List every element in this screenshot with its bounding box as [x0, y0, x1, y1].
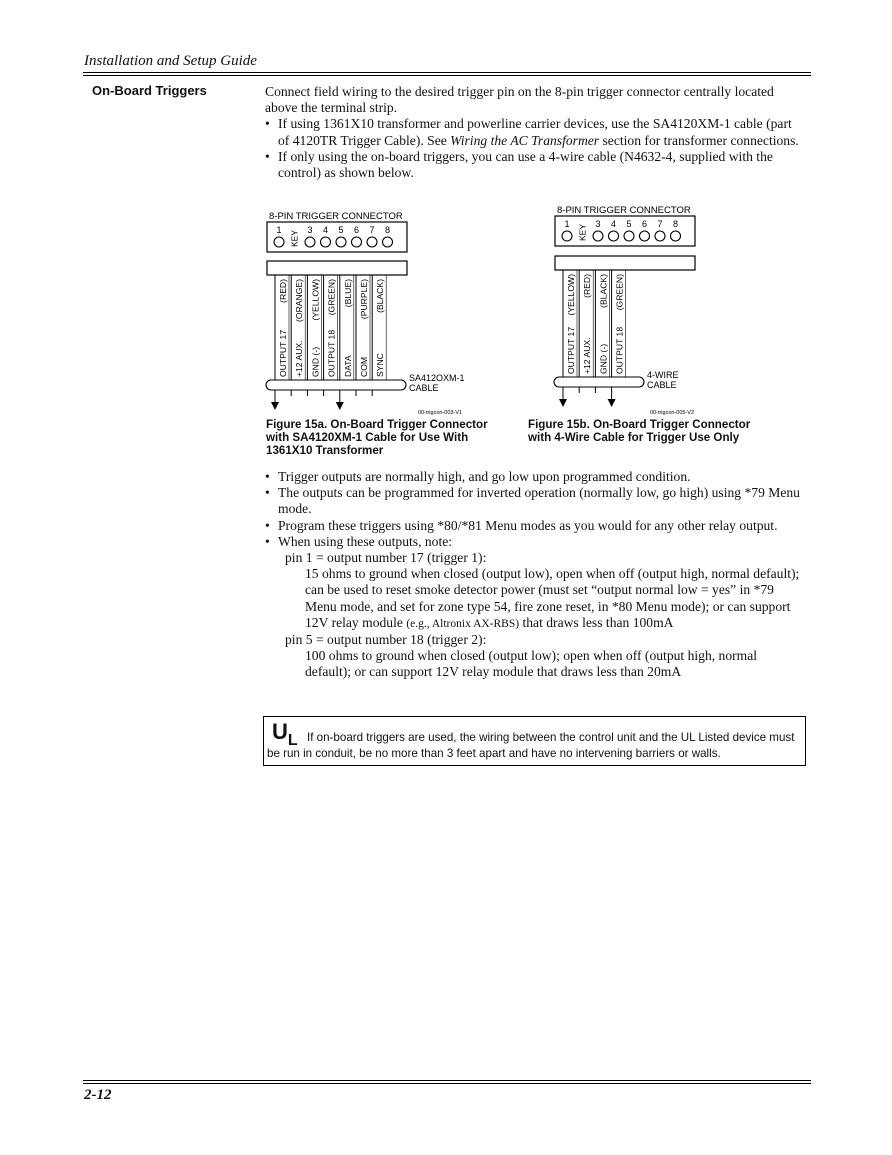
pin-number: 6	[641, 219, 648, 229]
wire-color-label: (ORANGE)	[294, 279, 305, 322]
wire-signal-label: SYNC	[375, 353, 386, 377]
caption-line: Figure 15a. On-Board Trigger Connector	[266, 418, 488, 431]
pin-number: 5	[626, 219, 632, 229]
intro-paragraph: Connect field wiring to the desired trigger pin on the 8-pin trigger connector centrally located above the terminal strip.	[265, 84, 774, 116]
wire-color-label: (GREEN)	[614, 274, 625, 311]
figure-15b-diagram	[554, 205, 695, 416]
caption-line: with 4-Wire Cable for Trigger Use Only	[528, 431, 740, 445]
pin5-heading: pin 5 = output number 18 (trigger 2):	[285, 632, 487, 648]
section-reference: Wiring the AC Transformer	[450, 132, 600, 148]
pin-icon	[671, 231, 681, 241]
connector-label: 8-PIN TRIGGER CONNECTOR	[269, 211, 403, 222]
wire-signal-label: OUTPUT 18	[326, 329, 337, 377]
cable-plug	[555, 256, 695, 270]
intro-block	[265, 84, 805, 181]
list-item: • The outputs can be programmed for inverted operation (normally low, go high) using *79 Menu mode.	[265, 485, 805, 517]
ul-logo-u: U	[272, 719, 288, 744]
notes-bullet-list	[265, 469, 805, 550]
running-header: Installation and Setup Guide	[84, 53, 257, 69]
wire-signal-label: DATA	[342, 355, 353, 377]
pin-icon	[640, 231, 650, 241]
list-item: • Program these triggers using *80/*81 Menu modes as you would for any other relay output.	[265, 518, 805, 534]
pin-number: 5	[338, 225, 344, 235]
header-rule-thin	[83, 75, 811, 76]
figure-reference-code: 00-trigcon-003-V1	[418, 410, 463, 416]
pin5-description: 100 ohms to ground when closed (output low); open when off (output high, normal default); or can support 12V relay module that draws less than 20mA	[305, 648, 758, 680]
wire-signal-label: COM	[359, 356, 369, 377]
cable-plug	[267, 261, 407, 275]
pin1-description	[265, 566, 805, 632]
caption-line: with SA4120XM-1 Cable for Use With	[266, 431, 469, 445]
wire-signal-label: GND (-)	[310, 346, 321, 377]
pin-icon	[336, 237, 346, 247]
list-item	[265, 149, 805, 181]
figure-15a-caption	[266, 418, 488, 458]
pin-number: 4	[610, 219, 617, 229]
pin-key-label: KEY	[577, 223, 588, 241]
wire-signal-label: OUTPUT 18	[614, 326, 625, 374]
ul-logo-l: L	[287, 732, 298, 749]
pin-icon	[367, 237, 377, 247]
wire-color-label: (YELLOW)	[566, 274, 576, 316]
pin-number: 4	[322, 225, 329, 235]
pin-number: 7	[657, 219, 663, 229]
wire-color-label: (BLACK)	[375, 279, 386, 313]
wire-signal-label: +12 AUX.	[582, 337, 593, 374]
ul-requirement-note	[263, 716, 806, 766]
pin-icon	[321, 237, 331, 247]
wire-color-label: (YELLOW)	[310, 279, 321, 321]
wire-color-label: (RED)	[278, 279, 288, 303]
pin-icon	[352, 237, 362, 247]
pin-icon	[655, 231, 665, 241]
pin-icon	[383, 237, 393, 247]
pin-number: 6	[353, 225, 360, 235]
cable-label: SA412OXM-1	[409, 373, 465, 383]
wire-signal-label: OUTPUT 17	[566, 326, 576, 374]
cable-bundle	[266, 380, 406, 390]
bullet-text: If only using the on-board triggers, you can use a 4-wire cable (N4632-4, supplied with the control) as shown below.	[278, 148, 773, 181]
caption-line: Figure 15b. On-Board Trigger Connector	[528, 418, 751, 431]
header-rule	[83, 72, 811, 73]
intro-bullet-list	[265, 116, 805, 181]
pin-number: 1	[564, 219, 570, 229]
pin-key-label: KEY	[289, 229, 300, 247]
list-item: • Trigger outputs are normally high, and go low upon programmed condition.	[265, 469, 805, 485]
pin-icon	[274, 237, 284, 247]
pin-icon	[305, 237, 315, 247]
ul-note-text: If on-board triggers are used, the wiring between the control unit and the UL Listed device must be run in conduit, be no more than 3 feet apart and have no intervening barriers or walls.	[267, 731, 795, 760]
cable-label: CABLE	[409, 383, 439, 393]
pin-number: 3	[307, 225, 313, 235]
wire-signal-label: OUTPUT 17	[278, 329, 288, 377]
pin1-text: 15 ohms to ground when closed (output low), open when off (output high, normal default); can be used to reset smoke detector power (must set “output normal low = yes” in *79 Menu mode, and set for zone type 54, fire zone reset, in *80 Menu mode); or can support 12V relay module	[305, 566, 800, 630]
pin1-text: that draws less than 100mA	[519, 614, 674, 630]
section-heading: On-Board Triggers	[92, 83, 207, 98]
cable-label: CABLE	[647, 380, 677, 390]
pin-icon	[609, 231, 619, 241]
pin-icon	[624, 231, 634, 241]
pin1-example: (e.g., Altronix AX-RBS)	[406, 617, 520, 630]
wire-color-label: (GREEN)	[326, 279, 337, 316]
wire-color-label: (RED)	[582, 274, 593, 298]
bullet-text: If using 1361X10 transformer and powerline carrier devices, use the SA4120XM-1 cable (part of 4120TR Trigger Cable). See	[278, 116, 792, 148]
pin-number: 3	[595, 219, 601, 229]
wire-color-label: (BLACK)	[598, 274, 609, 308]
bullet-text: section for transformer connections.	[599, 132, 799, 148]
figure-15a-diagram	[266, 211, 465, 416]
wire-color-label: (PURPLE)	[359, 279, 369, 320]
list-item: • When using these outputs, note:	[265, 534, 805, 550]
pin-number: 8	[384, 225, 391, 235]
wire-signal-label: +12 AUX.	[294, 340, 305, 377]
trigger-notes	[265, 469, 805, 681]
wire-signal-label: GND (-)	[598, 343, 609, 374]
cable-bundle	[554, 377, 644, 387]
figure-15b-caption	[528, 418, 750, 444]
page-number: 2-12	[84, 1087, 112, 1103]
footer-rule	[83, 1080, 811, 1081]
figure-reference-code: 00-trigcon-005-V2	[650, 410, 695, 416]
caption-line: 1361X10 Transformer	[266, 444, 384, 458]
footer-rule-thin	[83, 1083, 811, 1084]
pin-number: 1	[276, 225, 282, 235]
list-item	[265, 116, 805, 148]
pin-number: 7	[369, 225, 375, 235]
pin1-heading: pin 1 = output number 17 (trigger 1):	[285, 550, 487, 566]
wire-color-label: (BLUE)	[342, 279, 353, 308]
pin-icon	[593, 231, 603, 241]
connector-label: 8-PIN TRIGGER CONNECTOR	[557, 205, 691, 216]
pin-icon	[562, 231, 572, 241]
pin-number: 8	[672, 219, 679, 229]
cable-label: 4-WIRE	[647, 370, 679, 380]
